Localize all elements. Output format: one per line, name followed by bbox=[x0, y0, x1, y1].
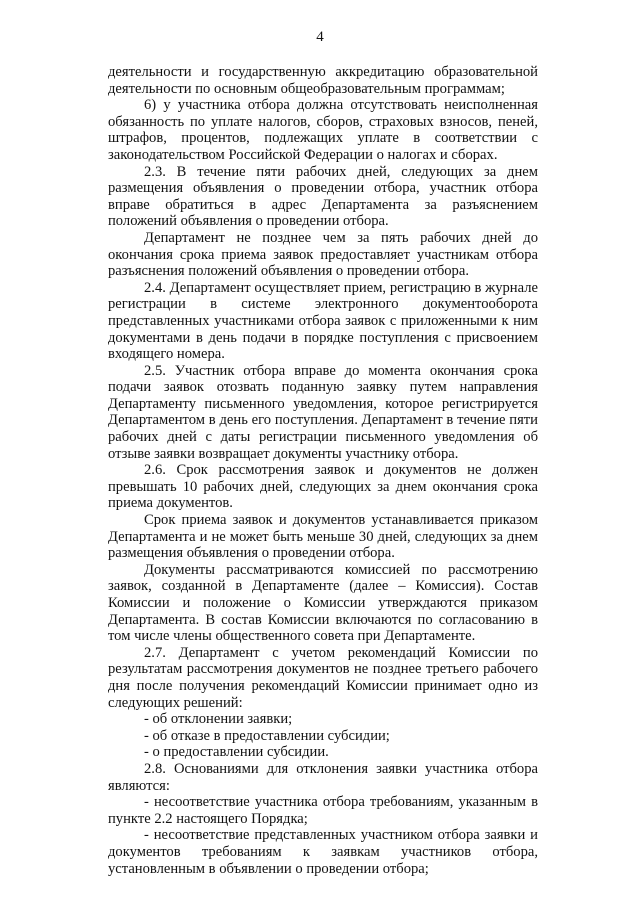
paragraph-5: 2.4. Департамент осуществляет прием, регистрацию в журнале регистрации в системе электронного документооборота представленных участниками отбора заявок с приложенными к ним документами в день подачи в порядке поступления с присвоением входящего номера. bbox=[108, 279, 538, 363]
paragraph-8: Срок приема заявок и документов устанавливается приказом Департамента и не может быть меньше 30 дней, следующих за днем размещения объявления о проведении отбора. bbox=[108, 512, 538, 562]
list-item: - несоответствие участника отбора требованиям, указанным в пункте 2.2 настоящего Порядка; bbox=[108, 794, 538, 827]
paragraph-9: Документы рассматриваются комиссией по рассмотрению заявок, созданной в Департаменте (далее – Комиссия). Состав Комиссии и положение о Комиссии утверждаются приказом Департамента. В состав Комиссии включаются по согласованию в том числе члены общественного совета при Департаменте. bbox=[108, 561, 538, 645]
list-item: - несоответствие представленных участником отбора заявки и документов требованиям к заявкам участников отбора, установленным в объявлении о проведении отбора; bbox=[108, 827, 538, 877]
paragraph-2: 6) у участника отбора должна отсутствовать неисполненная обязанность по уплате налогов, сборов, страховых взносов, пеней, штрафов, процентов, подлежащих уплате в соответствии с законодательством Российской Федерации о налогах и сборах. bbox=[108, 97, 538, 163]
paragraph-6: 2.5. Участник отбора вправе до момента окончания срока подачи заявок отозвать поданную заявку путем направления Департаменту письменного уведомления, которое регистрируется Департаментом в день его поступления. Департамент в течение пяти рабочих дней с даты регистрации письменного уведомления об отзыве заявки возвращает документы участнику отбора. bbox=[108, 362, 538, 462]
list-item: - о предоставлении субсидии. bbox=[144, 744, 329, 761]
paragraph-1: деятельности и государственную аккредитацию образовательной деятельности по основным общеобразовательным программам; bbox=[108, 64, 538, 97]
paragraph-14: 2.8. Основаниями для отклонения заявки участника отбора являются: bbox=[108, 760, 538, 794]
paragraph-3: 2.3. В течение пяти рабочих дней, следующих за днем размещения объявления о проведении отбора, участник отбора вправе обратиться в адрес Департамента за разъяснением положений объявления о проведении отбора. bbox=[108, 163, 538, 230]
paragraph-10: 2.7. Департамент с учетом рекомендаций Комиссии по результатам рассмотрения документов не позднее третьего рабочего дня после получения рекомендаций Комиссии принимает одно из следующих решений: bbox=[108, 644, 538, 711]
document-body bbox=[108, 64, 538, 877]
list-item: - об отклонении заявки; bbox=[144, 711, 293, 728]
list-item: - об отказе в предоставлении субсидии; bbox=[144, 727, 390, 744]
page-number: 4 bbox=[316, 29, 324, 45]
paragraph-7: 2.6. Срок рассмотрения заявок и документов не должен превышать 10 рабочих дней, следующих за днем окончания срока приема документов. bbox=[108, 462, 538, 512]
paragraph-4: Департамент не позднее чем за пять рабочих дней до окончания срока приема заявок предоставляет участникам отбора разъяснения положений объявления о проведении отбора. bbox=[108, 229, 538, 280]
